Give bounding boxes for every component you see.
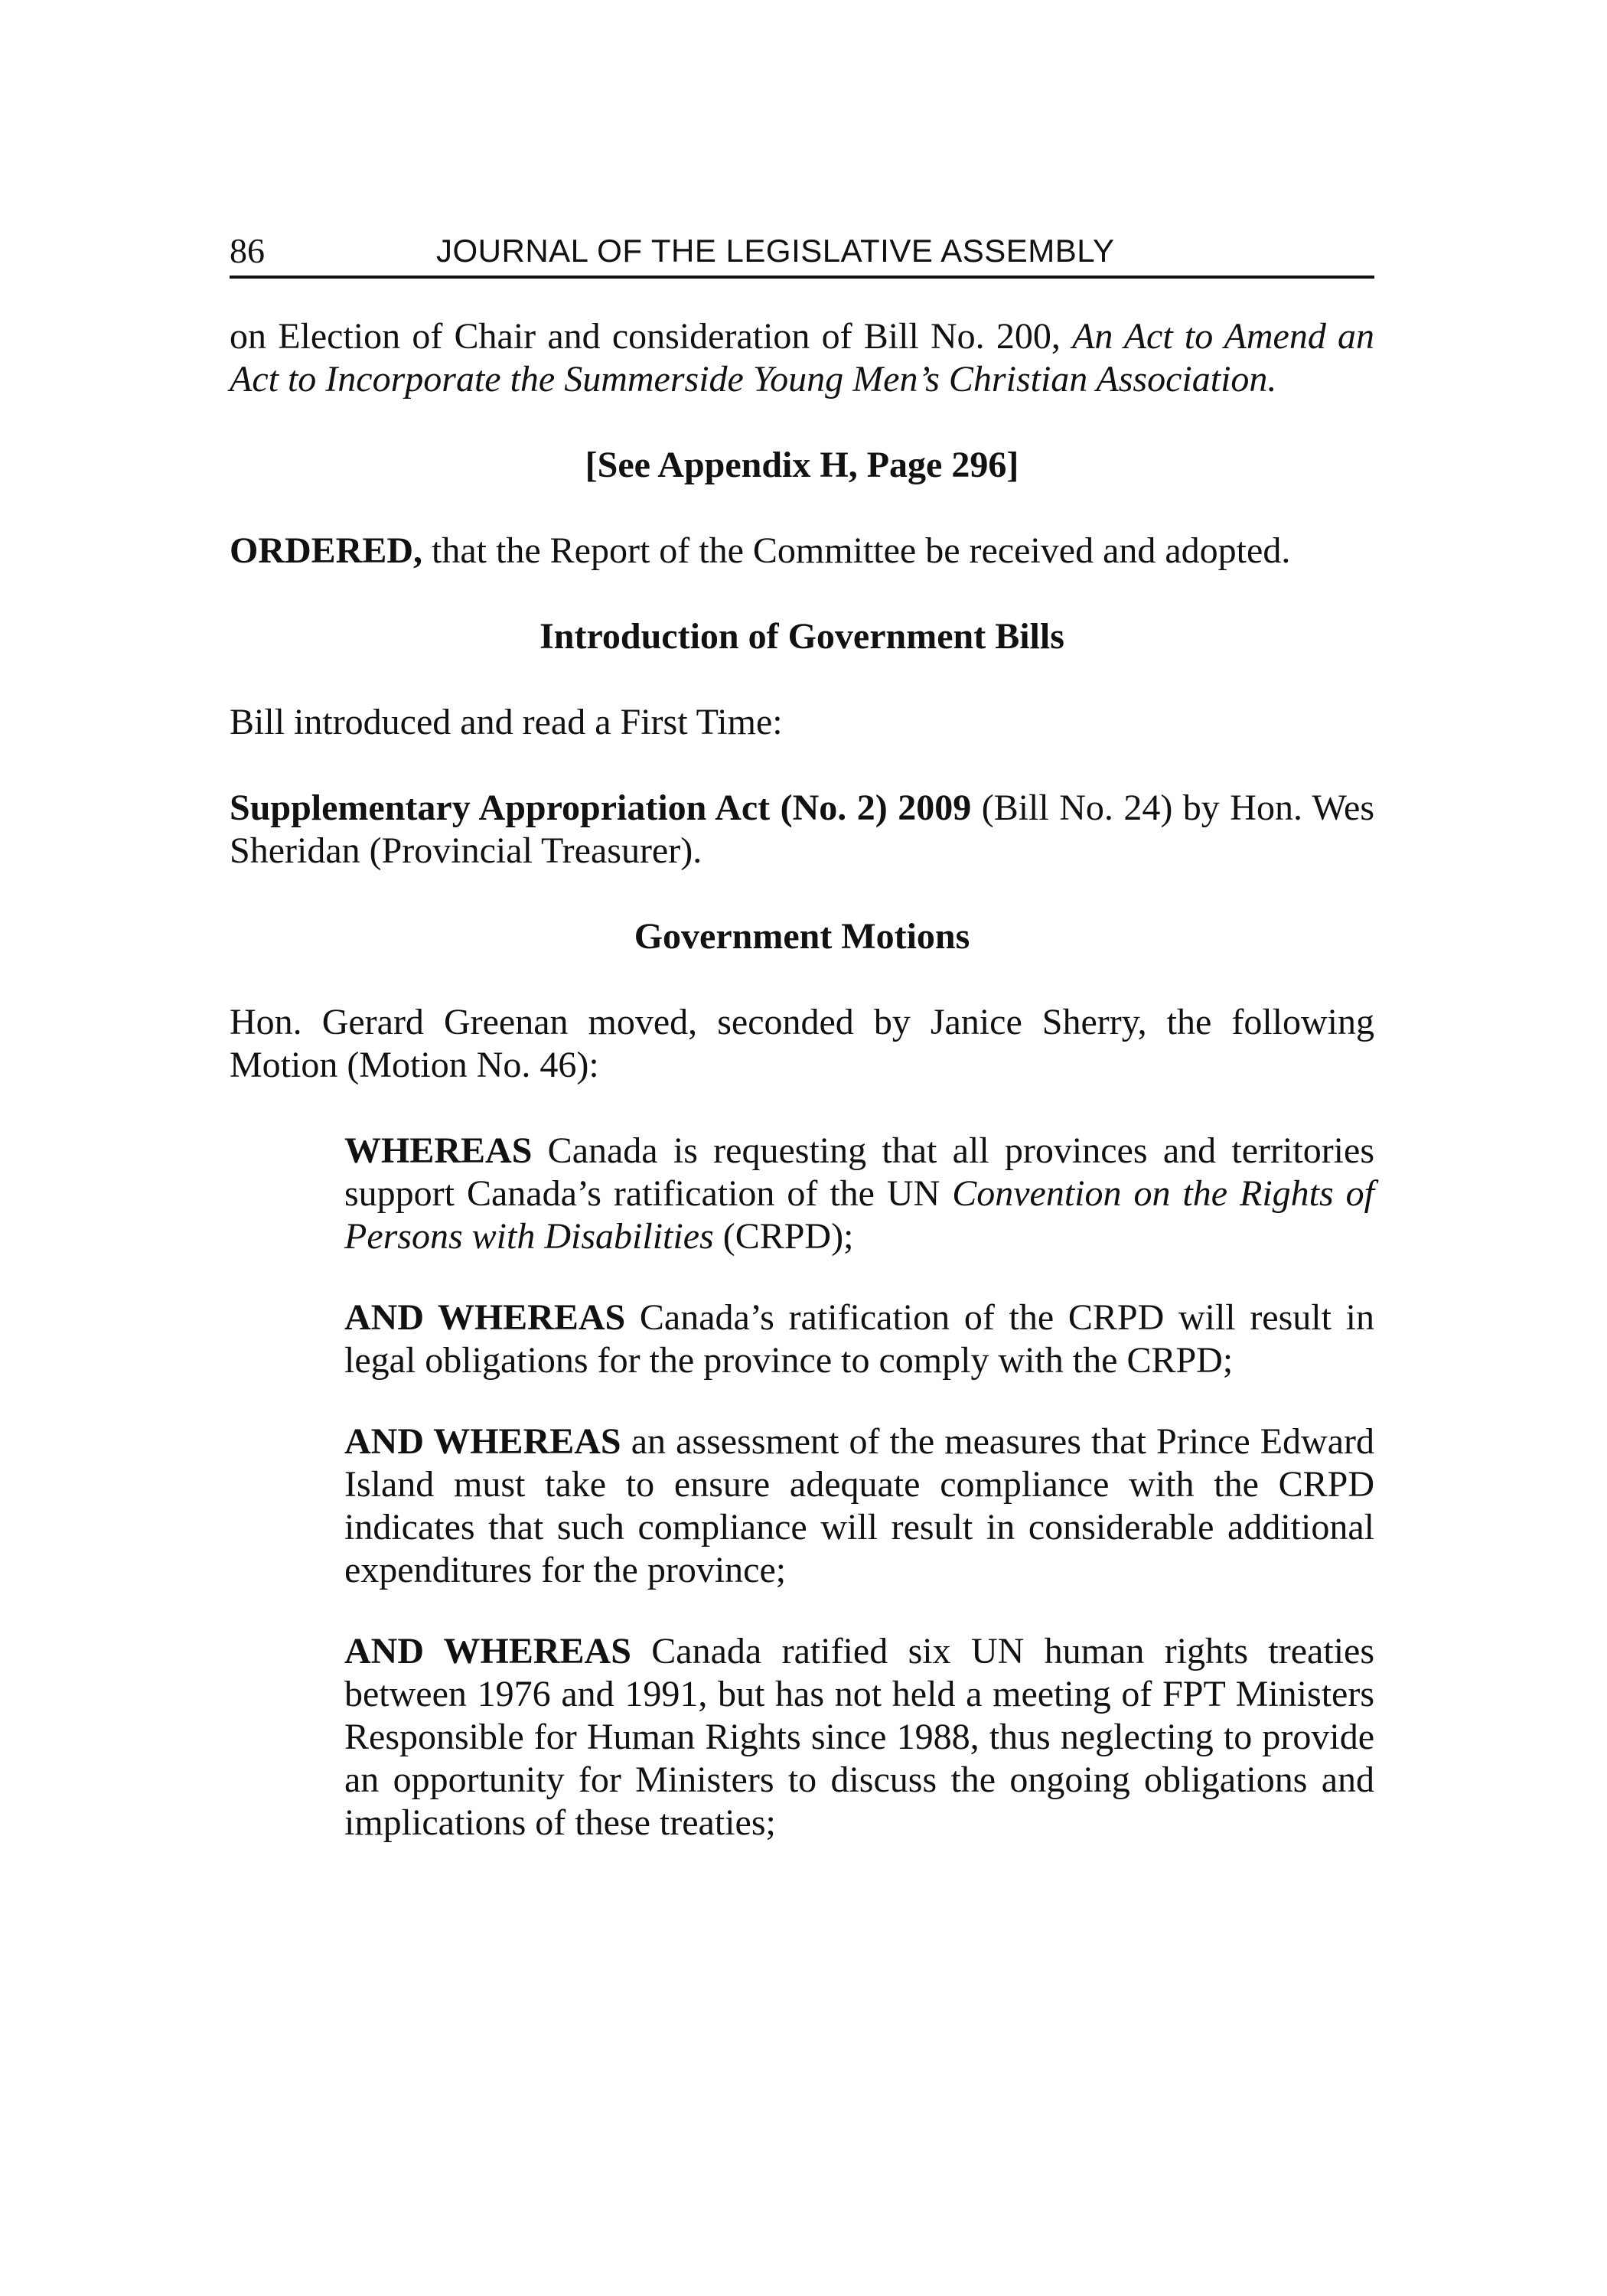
whereas-clause-4 xyxy=(344,1630,1374,1844)
running-title: JOURNAL OF THE LEGISLATIVE ASSEMBLY xyxy=(436,233,1115,269)
heading-government-bills: Introduction of Government Bills xyxy=(539,616,1064,657)
whereas-2-text: Canada’s ratification of the CRPD will result in legal obligations for the province to comply with the CRPD; xyxy=(344,1297,1375,1381)
whereas-1-text-b: (CRPD); xyxy=(713,1216,854,1257)
page-body xyxy=(230,315,1374,1844)
whereas-1-convention-title: Convention on the Rights of Persons with Disabilities xyxy=(344,1173,1374,1257)
heading-government-motions: Government Motions xyxy=(634,916,970,957)
whereas-clause-1 xyxy=(344,1130,1374,1258)
intro-paragraph xyxy=(230,315,1374,401)
whereas-4-lead: AND WHEREAS xyxy=(344,1631,631,1671)
bill-paragraph xyxy=(230,787,1374,872)
bill-intro-paragraph: Bill introduced and read a First Time: xyxy=(230,702,783,742)
whereas-3-lead: AND WHEREAS xyxy=(344,1421,621,1462)
bill-200-title: An Act to Amend an Act to Incorporate the Summerside Young Men’s Christian Association. xyxy=(230,316,1375,400)
page-header xyxy=(230,227,1374,279)
whereas-2-lead: AND WHEREAS xyxy=(344,1297,626,1338)
motion-intro-paragraph: Hon. Gerard Greenan moved, seconded by Janice Sherry, the following Motion (Motion No. 46): xyxy=(230,1002,1374,1085)
ordered-text: that the Report of the Committee be received and adopted. xyxy=(422,530,1291,571)
whereas-1-text-a: Canada is requesting that all provinces and territories support Canada’s ratification of the UN xyxy=(344,1130,1374,1214)
whereas-3-text: an assessment of the measures that Prince Edward Island must take to ensure adequate compliance with the CRPD indicates that such compliance will result in considerable additional expenditures for the province; xyxy=(344,1421,1375,1590)
ordered-lead: ORDERED, xyxy=(230,530,423,571)
ordered-paragraph xyxy=(230,530,1374,572)
whereas-clause-3 xyxy=(344,1420,1374,1592)
whereas-clause-2 xyxy=(344,1296,1374,1382)
intro-text: on Election of Chair and consideration of Bill No. 200, xyxy=(230,316,1073,357)
bill-text: (Bill No. 24) by Hon. Wes Sheridan (Provincial Treasurer). xyxy=(230,788,1375,871)
bill-title: Supplementary Appropriation Act (No. 2) 2009 xyxy=(230,788,972,828)
whereas-4-text: Canada ratified six UN human rights treaties between 1976 and 1991, but has not held a meeting of FPT Ministers Responsible for Human Rights since 1988, thus neglecting to provide an opportunity for Ministers to discuss the ongoing obligations and implications of these treaties; xyxy=(344,1631,1375,1843)
page-number: 86 xyxy=(230,231,265,270)
whereas-1-lead: WHEREAS xyxy=(344,1130,533,1171)
appendix-reference: [See Appendix H, Page 296] xyxy=(585,445,1019,485)
